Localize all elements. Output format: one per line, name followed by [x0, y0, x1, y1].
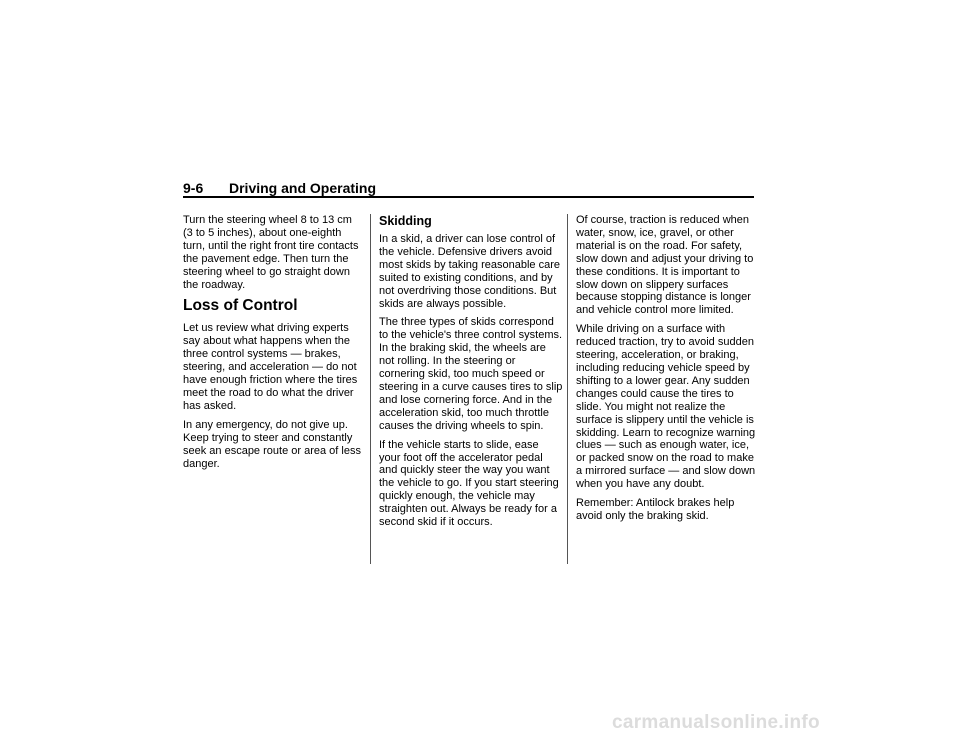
watermark: carmanualsonline.info: [612, 712, 820, 733]
paragraph: The three types of skids correspond to the vehicle's three control systems. In the braking skid, the wheels are not rolling. In the steering or cornering skid, too much speed or steering in a curve causes tires to slip and lose cornering force. And in the acceleration skid, too much throttle causes the driving wheels to spin.: [379, 316, 563, 432]
header-rule: [183, 196, 754, 198]
column-2: [379, 214, 563, 535]
paragraph: Let us review what driving experts say about what happens when the three control systems — brakes, steering, and acceleration — do not have enough friction where the tires meet the road to do what the driver has asked.: [183, 322, 358, 412]
column-3: [576, 214, 756, 529]
paragraph: While driving on a surface with reduced traction, try to avoid sudden steering, acceleration, or braking, including reducing vehicle speed by shifting to a lower gear. Any sudden changes could cause the tires to slide. You might not realize the surface is slippery until the vehicle is skidding. Learn to recognize warning clues — such as enough water, ice, or packed snow on the road to make a mirrored surface — and slow down when you have any doubt.: [576, 323, 756, 491]
column-divider: [370, 214, 371, 564]
paragraph: Remember: Antilock brakes help avoid only the braking skid.: [576, 497, 735, 522]
subsection-heading-skidding: Skidding: [379, 214, 432, 228]
paragraph: Of course, traction is reduced when water, snow, ice, gravel, or other material is on the road. For safety, slow down and adjust your driving to these conditions. It is important to slow down on slippery surfaces because stopping distance is longer and vehicle control more limited.: [576, 214, 754, 317]
chapter-title: Driving and Operating: [229, 180, 377, 196]
paragraph: In any emergency, do not give up. Keep trying to steer and constantly seek an escape route or area of less danger.: [183, 418, 361, 470]
column-1: [183, 214, 363, 476]
page-number: 9-6: [183, 180, 204, 196]
paragraph: In a skid, a driver can lose control of the vehicle. Defensive drivers avoid most skids by taking reasonable care suited to existing conditions, and by not overdriving those conditions. But skids are always possible.: [379, 233, 560, 310]
intro-paragraph: Turn the steering wheel 8 to 13 cm (3 to 5 inches), about one-eighth turn, until the right front tire contacts the pavement edge. Then turn the steering wheel to go straight down the roadway.: [183, 214, 359, 291]
column-divider: [567, 214, 568, 564]
section-heading-loss-of-control: Loss of Control: [183, 297, 298, 315]
paragraph: If the vehicle starts to slide, ease your foot off the accelerator pedal and quickly steer the way you want the vehicle to go. If you start steering quickly enough, the vehicle may straighten out. Always be ready for a second skid if it occurs.: [379, 438, 559, 529]
